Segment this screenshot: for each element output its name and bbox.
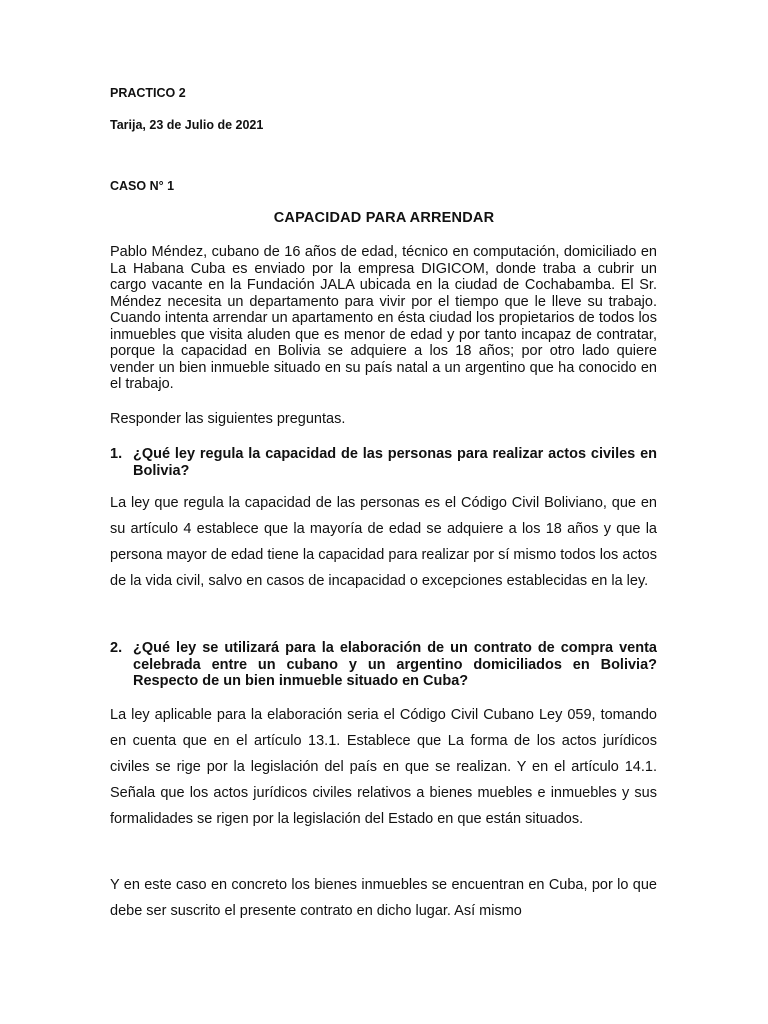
question-1: [110, 446, 657, 479]
question-2-text: ¿Qué ley se utilizará para la elaboración de un contrato de compra venta celebrada entre un cubano y un argentino domiciliados en Bolivia? Respecto de un bien inmueble situado en Cuba?: [133, 640, 657, 689]
answer-2-paragraph-2: Y en este caso en concreto los bienes inmuebles se encuentran en Cuba, por lo que debe ser suscrito el presente contrato en dicho lugar. Así mismo: [110, 877, 657, 919]
instruction-text: Responder las siguientes preguntas.: [110, 411, 346, 427]
question-1-text: ¿Qué ley regula la capacidad de las personas para realizar actos civiles en Bolivia?: [133, 446, 657, 479]
answer-1: La ley que regula la capacidad de las personas es el Código Civil Boliviano, que en su artículo 4 establece que la mayoría de edad se adquiere a los 18 años y que la persona mayor de edad tiene la capacidad para realizar por sí mismo todos los actos de la vida civil, salvo en casos de incapacidad o excepciones establecidas en la ley.: [110, 495, 657, 589]
case-description: Pablo Méndez, cubano de 16 años de edad, técnico en computación, domiciliado en La Habana Cuba es enviado por la empresa DIGICOM, donde traba a cubrir un cargo vacante en la Fundación JALA ubicada en la ciudad de Cochabamba. El Sr. Méndez necesita un departamento para vivir por el tiempo que le lleve su trabajo. Cuando intenta arrendar un apartamento en ésta ciudad los propietarios de todos los inmuebles que visita aluden que es menor de edad y por tanto incapaz de contratar, porque la capacidad en Bolivia se adquiere a los 18 años; por otro lado quiere vender un bien inmueble situado en su país natal a un argentino que ha conocido en el trabajo.: [110, 244, 657, 392]
document-title: CAPACIDAD PARA ARRENDAR: [273, 210, 495, 226]
question-2: [110, 640, 657, 690]
answer-2-paragraph-1: La ley aplicable para la elaboración seria el Código Civil Cubano Ley 059, tomando en cuenta que en el artículo 13.1. Establece que La forma de los actos jurídicos civiles se rige por la legislación del país en que se realizan. Y en el artículo 14.1. Señala que los actos jurídicos civiles relativos a bienes muebles e inmuebles y sus formalidades se rigen por la legislación del Estado en que están situados.: [110, 707, 657, 827]
question-2-number: 2.: [110, 640, 123, 656]
question-1-number: 1.: [110, 446, 123, 462]
practice-label: PRACTICO 2: [110, 86, 186, 100]
date-line: Tarija, 23 de Julio de 2021: [110, 118, 264, 132]
case-label: CASO N° 1: [110, 179, 175, 193]
